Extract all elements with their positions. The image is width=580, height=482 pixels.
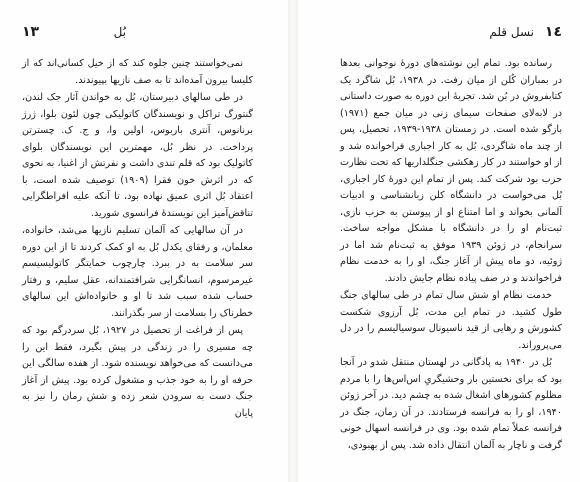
page-number: ١٤ (544, 24, 562, 40)
paragraph: در آن سالهایی که آلمان تسلیم نازیها می‌شد، خانواده، معلمان، و رفقای یکدل بُل به او کمک کردند تا از این دوره سر سلامت به در ببرد. چارچوب حمایتگر کاتولیسیسم غیرمرسوم، انسانگرایی شرافتمندانه، عقل سلیم، و رفتار حساب شده سبب شد تا او و خانواده‌اش این سالهای خطرناک را بسلامت از سر بگذرانند. (22, 225, 253, 319)
paragraph: خدمت نظام او شش سال تمام در طی سالهای جنگ طول کشید. در تمام این مدت، بُل آرزوی شکست کشورش و رهایی از قید ناسیونال سوسیالیسم را در دل می‌پروراند. (340, 290, 562, 351)
paragraph: نمی‌خواستند چنین جلوه کند که از خیل کسانی‌اند که از کلیسا بیرون آمده‌اند تا به صف نازیها بپیوندند. (22, 58, 253, 86)
page-number: ١٣ (22, 24, 40, 40)
running-head: بُل (113, 25, 126, 39)
left-page-body (22, 56, 253, 423)
right-page-body (340, 56, 562, 455)
running-head: نسل قلم (489, 25, 534, 39)
right-page-header (340, 24, 562, 44)
paragraph: رسانده بود. تمام این نوشته‌های دورهٔ نوجوانی بعدها در بمباران کُلن از میان رفت. در ۱۹۳۸، بُل شاگرد یک کتابفروش در بُن شد. تجربهٔ این دوره به صورت داستانی در لابه‌لای صفحات سیمای زنی در میان جمع (۱۹۷۱) بازگو شده است. در زمستان ۱۹۳۸-۱۹۳۹، تحصیل، پس از چند ماه شاگردی، بُل به کار اجباری فراخوانده شد و از او خواستند در کار زهکشی جنگلداریها که تحت نظارت حزب بود شرکت کند. پس از تمام این دورهٔ کار اجباری، بُل می‌خواست در دانشگاه کلن زبانشناسی و ادبیات آلمانی بخواند و اما امتناع او از پیوستن به حزب نازی، ثبت‌نام او را در دانشگاه با مشکل مواجه ساخت. سرانجام، در ژوئن ۱۹۳۹ موفق به ثبت‌نام شد اما در ژوئیه، دو ماه پیش از آغاز جنگ، او را به خدمت نظام فراخواندند و در صف پیاده نظام جایش دادند. (340, 58, 562, 284)
paragraph: بُل در ۱۹۴۰ به پادگانی در لهستان منتقل شدو در آنجا بود که برای نخستین بار وحشیگریِ اس‌اس‌ها را با مردم مظلوم کشورهای اشغال شده به چشم دید. در آخر ژوئن ۱۹۴۰، او را به فرانسه فرستادند. در آن زمان، جنگ در فرانسه عملاً تمام شده بود. وی در فرانسه اسهال خونی گرفت و ناچار به آلمان انتقال داده شد. پس از بهبودی، (340, 357, 562, 451)
left-page-header (22, 24, 254, 44)
paragraph: پس از فراغت از تحصیل در ۱۹۲۷، بُل سردرگم بود که چه مسیری را در زندگی در پیش بگیرد، فقط این را می‌دانست که می‌خواهد نویسنده شود. از هفده سالگی این حرفه او را به خود جذب و مشغول کرده بود. پیش از آغاز جنگ دست به سرودن شعر زده و شش رمان را نیز به پایان (22, 325, 253, 419)
right-page (300, 0, 580, 482)
paragraph: در طی سالهای دبیرستان، بُل به خواندن آثار جک لندن، گنتورگ تراکل و نویسندگان کاتولیکی چون لئون بلوا، ژرژ برنانوس، آنتری باربوس، اولین وا، و ج. ک. چسترتن پرداخت. در نظر بُل، مهمترین این نویسندگان بلوای کاتولیک بود که قلم تندی داشت و نفرتش از اغنیا، به نحوی که در اثرش خون فقرا (۱۹۰۹) توصیف شده است، با اعتقاد بُل اثری عمیق نهاده بود، تا آنکه علیه افراطگرایی تناقض‌آمیز این نویسندهٔ فرانسوی شورید. (22, 92, 253, 219)
